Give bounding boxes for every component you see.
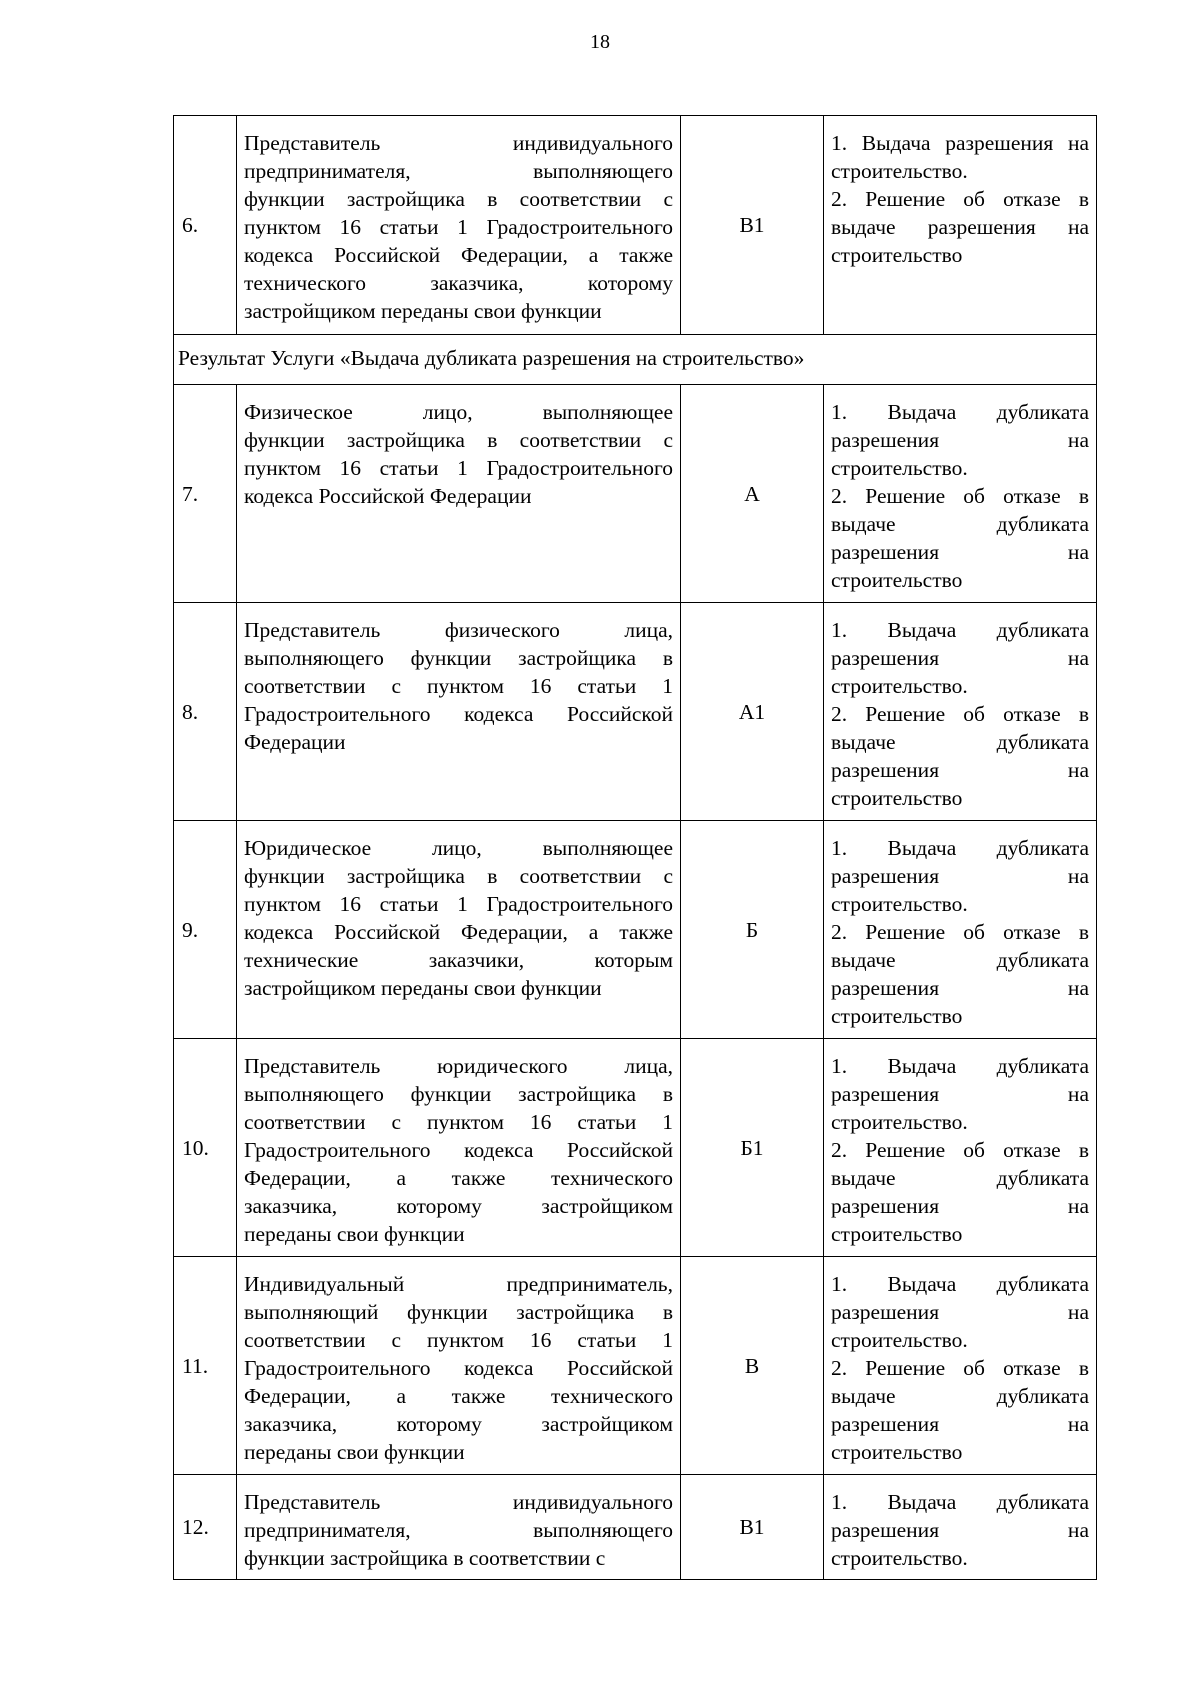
cell-text-line: Федерации, а также технического [244, 1166, 673, 1190]
cell-text-line: выдаче дубликата [831, 512, 1089, 536]
applicant-description-cell [237, 1039, 681, 1257]
cell-text-line: строительство. [831, 159, 968, 183]
applicant-description-cell [237, 385, 681, 603]
row-number-cell: 7. [174, 385, 237, 603]
cell-text-line: Градостроительного кодекса Российской [244, 1356, 673, 1380]
cell-text-line: 2. Решение об отказе в [831, 920, 1089, 944]
cell-text-line: 1. Выдача разрешения на [831, 131, 1089, 155]
cell-text-line: 2. Решение об отказе в [831, 1138, 1089, 1162]
cell-text-line: Градостроительного кодекса Российской [244, 702, 673, 726]
service-result-cell [824, 1475, 1097, 1580]
cell-text-line: заказчика, которому застройщиком [244, 1194, 673, 1218]
table-row [174, 1039, 1097, 1257]
service-result-cell [824, 1257, 1097, 1475]
cell-text-line: разрешения на [831, 540, 1089, 564]
cell-text-line: кодекса Российской Федерации, а также [244, 243, 673, 267]
cell-text-line: застройщиком переданы свои функции [244, 976, 602, 1000]
applicant-category-code-cell: В [681, 1257, 824, 1475]
cell-text-line: выполняющий функции застройщика в [244, 1300, 673, 1324]
row-number-cell: 9. [174, 821, 237, 1039]
applicant-results-table [173, 115, 1097, 1580]
service-result-cell [824, 385, 1097, 603]
cell-text-line: Представитель юридического лица, [244, 1054, 673, 1078]
cell-text-line: функции застройщика в соответствии с [244, 864, 673, 888]
applicant-description-cell [237, 1257, 681, 1475]
cell-text-line: строительство. [831, 1546, 968, 1570]
cell-text-line: строительство. [831, 456, 968, 480]
cell-text-line: предпринимателя, выполняющего [244, 1518, 673, 1542]
service-result-cell [824, 603, 1097, 821]
cell-text-line: пунктом 16 статьи 1 Градостроительного [244, 456, 673, 480]
table-row [174, 116, 1097, 335]
cell-text-line: выдаче дубликата [831, 1384, 1089, 1408]
cell-text-line: Федерации [244, 730, 346, 754]
cell-text-line: Градостроительного кодекса Российской [244, 1138, 673, 1162]
cell-text-line: технического заказчика, которому [244, 271, 673, 295]
applicant-description-cell [237, 603, 681, 821]
cell-text-line: 2. Решение об отказе в [831, 187, 1089, 211]
section-title: Результат Услуги «Выдача дубликата разрешения на строительство» [174, 335, 1097, 385]
cell-text-line: технические заказчики, которым [244, 948, 673, 972]
cell-text-line: 1. Выдача дубликата [831, 836, 1089, 860]
applicant-category-code-cell: Б1 [681, 1039, 824, 1257]
cell-text-line: разрешения на [831, 428, 1089, 452]
cell-text-line: 1. Выдача дубликата [831, 618, 1089, 642]
row-number-cell: 12. [174, 1475, 237, 1580]
service-result-cell [824, 116, 1097, 335]
row-number-cell: 6. [174, 116, 237, 335]
cell-text-line: выдаче дубликата [831, 948, 1089, 972]
applicant-category-code-cell: А [681, 385, 824, 603]
cell-text-line: выполняющего функции застройщика в [244, 646, 673, 670]
cell-text-line: выдаче разрешения на [831, 215, 1089, 239]
cell-text-line: Физическое лицо, выполняющее [244, 400, 673, 424]
cell-text-line: Юридическое лицо, выполняющее [244, 836, 673, 860]
cell-text-line: функции застройщика в соответствии с [244, 1546, 606, 1570]
service-result-cell [824, 1039, 1097, 1257]
cell-text-line: заказчика, которому застройщиком [244, 1412, 673, 1436]
cell-text-line: строительство. [831, 892, 968, 916]
cell-text-line: пунктом 16 статьи 1 Градостроительного [244, 892, 673, 916]
cell-text-line: кодекса Российской Федерации, а также [244, 920, 673, 944]
page-number: 18 [590, 31, 610, 53]
applicant-category-code-cell: А1 [681, 603, 824, 821]
cell-text-line: 2. Решение об отказе в [831, 484, 1089, 508]
cell-text-line: разрешения на [831, 1082, 1089, 1106]
cell-text-line: разрешения на [831, 1518, 1089, 1542]
cell-text-line: переданы свои функции [244, 1222, 465, 1246]
cell-text-line: строительство. [831, 1110, 968, 1134]
row-number-cell: 10. [174, 1039, 237, 1257]
cell-text-line: пунктом 16 статьи 1 Градостроительного [244, 215, 673, 239]
table-row [174, 603, 1097, 821]
row-number-cell: 11. [174, 1257, 237, 1475]
cell-text-line: Представитель физического лица, [244, 618, 673, 642]
cell-text-line: строительство. [831, 674, 968, 698]
cell-text-line: функции застройщика в соответствии с [244, 187, 673, 211]
cell-text-line: строительство. [831, 1328, 968, 1352]
cell-text-line: 1. Выдача дубликата [831, 1490, 1089, 1514]
cell-text-line: строительство [831, 1222, 963, 1246]
cell-text-line: выдаче дубликата [831, 1166, 1089, 1190]
table-row [174, 385, 1097, 603]
cell-text-line: разрешения на [831, 758, 1089, 782]
cell-text-line: 2. Решение об отказе в [831, 1356, 1089, 1380]
cell-text-line: кодекса Российской Федерации [244, 484, 532, 508]
cell-text-line: Представитель индивидуального [244, 1490, 673, 1514]
cell-text-line: выдаче дубликата [831, 730, 1089, 754]
cell-text-line: разрешения на [831, 864, 1089, 888]
applicant-category-code-cell: Б [681, 821, 824, 1039]
cell-text-line: Представитель индивидуального [244, 131, 673, 155]
cell-text-line: Индивидуальный предприниматель, [244, 1272, 673, 1296]
cell-text-line: застройщиком переданы свои функции [244, 299, 602, 323]
cell-text-line: строительство [831, 1440, 963, 1464]
applicant-category-code-cell: В1 [681, 1475, 824, 1580]
cell-text-line: строительство [831, 568, 963, 592]
cell-text-line: разрешения на [831, 1412, 1089, 1436]
table-row [174, 1257, 1097, 1475]
applicant-description-cell [237, 116, 681, 335]
applicant-description-cell [237, 821, 681, 1039]
cell-text-line: соответствии с пунктом 16 статьи 1 [244, 1110, 673, 1134]
applicant-description-cell [237, 1475, 681, 1580]
service-result-cell [824, 821, 1097, 1039]
cell-text-line: строительство [831, 243, 963, 267]
applicant-category-code-cell: В1 [681, 116, 824, 335]
cell-text-line: строительство [831, 786, 963, 810]
cell-text-line: 1. Выдача дубликата [831, 1272, 1089, 1296]
cell-text-line: соответствии с пунктом 16 статьи 1 [244, 674, 673, 698]
section-header-row [174, 335, 1097, 385]
cell-text-line: разрешения на [831, 646, 1089, 670]
cell-text-line: разрешения на [831, 1194, 1089, 1218]
cell-text-line: переданы свои функции [244, 1440, 465, 1464]
cell-text-line: Федерации, а также технического [244, 1384, 673, 1408]
cell-text-line: 2. Решение об отказе в [831, 702, 1089, 726]
table-row [174, 821, 1097, 1039]
cell-text-line: выполняющего функции застройщика в [244, 1082, 673, 1106]
cell-text-line: функции застройщика в соответствии с [244, 428, 673, 452]
row-number-cell: 8. [174, 603, 237, 821]
cell-text-line: 1. Выдача дубликата [831, 1054, 1089, 1078]
cell-text-line: разрешения на [831, 1300, 1089, 1324]
cell-text-line: строительство [831, 1004, 963, 1028]
cell-text-line: соответствии с пунктом 16 статьи 1 [244, 1328, 673, 1352]
cell-text-line: предпринимателя, выполняющего [244, 159, 673, 183]
cell-text-line: разрешения на [831, 976, 1089, 1000]
cell-text-line: 1. Выдача дубликата [831, 400, 1089, 424]
table-row [174, 1475, 1097, 1580]
